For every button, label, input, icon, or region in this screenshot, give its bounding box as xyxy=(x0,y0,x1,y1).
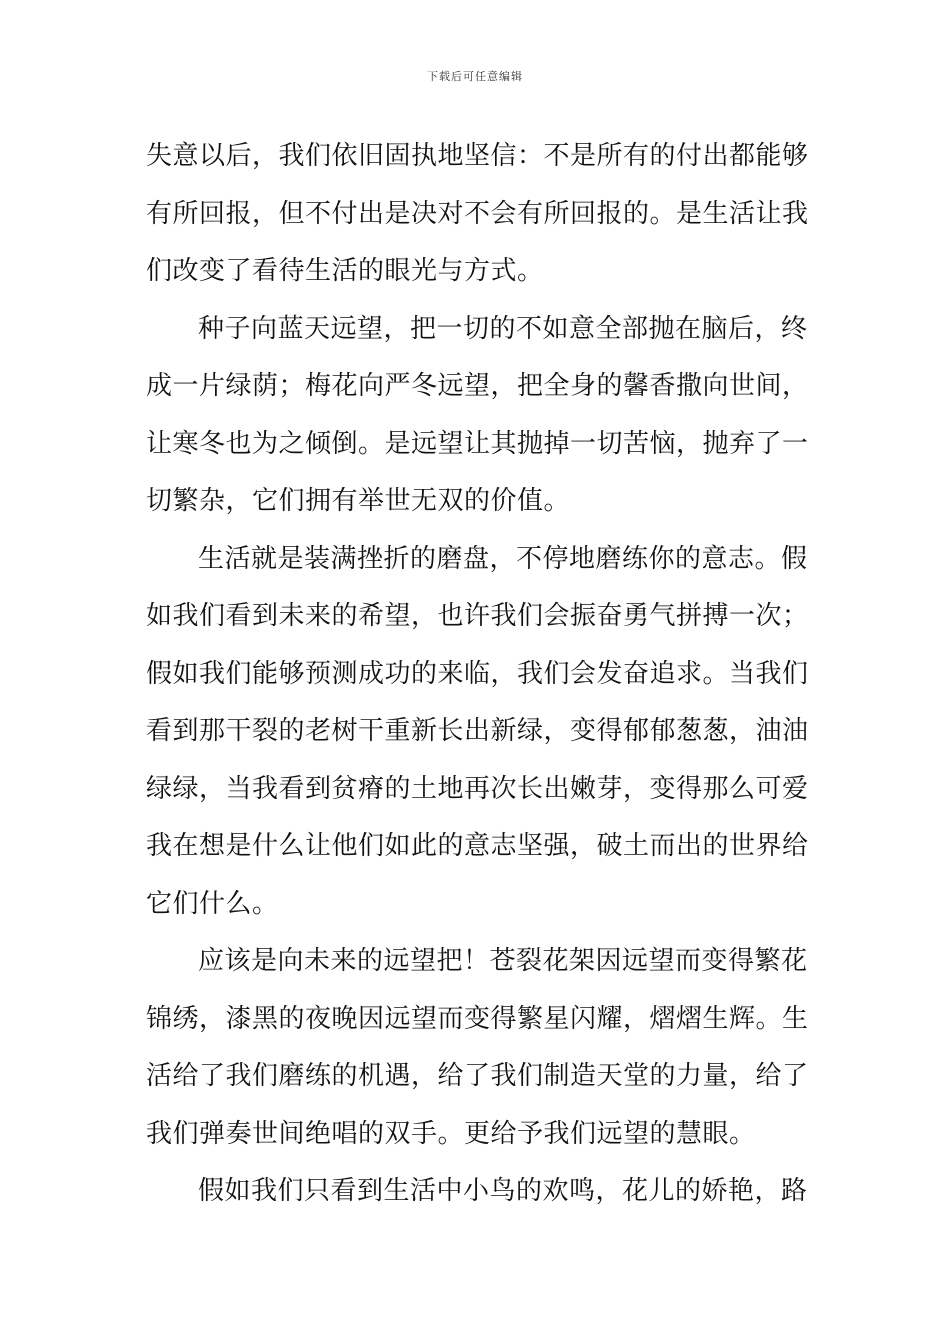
text-line: 失意以后，我们依旧固执地坚信：不是所有的付出都能够 xyxy=(146,141,809,171)
text-line: 应该是向未来的远望把！苍裂花架因远望而变得繁花 xyxy=(198,946,808,976)
text-line: 假如我们只看到生活中小鸟的欢鸣，花儿的娇艳，路 xyxy=(198,1176,808,1206)
text-line: 看到那干裂的老树干重新长出新绿，变得郁郁葱葱，油油 xyxy=(146,716,809,746)
header-note: 下载后可任意编辑 xyxy=(427,70,523,83)
text-line: 有所回报，但不付出是决对不会有所回报的。是生活让我 xyxy=(146,198,809,229)
text-line: 绿绿，当我看到贫瘠的土地再次长出嫩芽，变得那么可爱 xyxy=(146,773,809,804)
text-line: 切繁杂，它们拥有举世无双的价值。 xyxy=(146,486,571,516)
text-line: 们改变了看待生活的眼光与方式。 xyxy=(146,256,544,286)
text-line: 让寒冬也为之倾倒。是远望让其抛掉一切苦恼，抛弃了一 xyxy=(146,428,809,459)
text-line: 种子向蓝天远望，把一切的不如意全部抛在脑后，终 xyxy=(198,313,808,344)
text-line: 我们弹奏世间绝唱的双手。更给予我们远望的慧眼。 xyxy=(146,1118,756,1149)
text-line: 我在想是什么让他们如此的意志坚强，破土而出的世界给 xyxy=(146,831,809,861)
text-line: 如我们看到未来的希望，也许我们会振奋勇气拼搏一次； xyxy=(146,601,809,631)
text-line: 成一片绿荫；梅花向严冬远望，把全身的馨香撒向世间， xyxy=(146,371,809,401)
text-line: 假如我们能够预测成功的来临，我们会发奋追求。当我们 xyxy=(146,658,809,689)
text-line: 锦绣，漆黑的夜晚因远望而变得繁星闪耀，熠熠生辉。生 xyxy=(146,1003,809,1034)
body-text xyxy=(146,128,809,1221)
text-line: 生活就是装满挫折的磨盘，不停地磨练你的意志。假 xyxy=(198,543,808,574)
text-line: 活给了我们磨练的机遇，给了我们制造天堂的力量，给了 xyxy=(146,1061,809,1091)
text-line: 它们什么。 xyxy=(146,888,279,919)
